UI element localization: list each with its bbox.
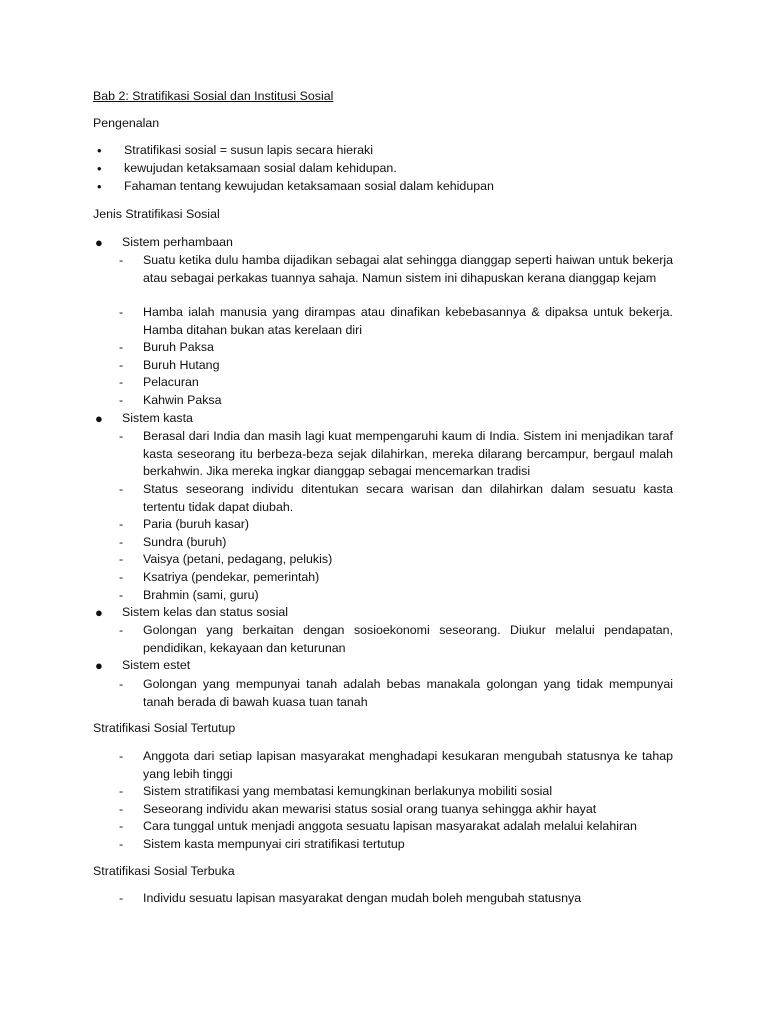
document-title: Bab 2: Stratifikasi Sosial dan Institusi Sosial bbox=[93, 89, 334, 103]
list-item-text: Paria (buruh kasar) bbox=[143, 517, 250, 531]
dash-marker: - bbox=[119, 749, 124, 763]
list-item-text: Buruh Hutang bbox=[143, 358, 220, 372]
dash-marker: - bbox=[119, 784, 124, 798]
dash-marker: - bbox=[119, 891, 124, 905]
list-item-text: Kahwin Paksa bbox=[143, 393, 222, 407]
dash-marker: - bbox=[119, 677, 124, 691]
dash-marker: - bbox=[119, 305, 124, 319]
intro-item-text: Stratifikasi sosial = susun lapis secara hieraki bbox=[124, 143, 373, 157]
dash-marker: - bbox=[119, 588, 124, 602]
bullet-marker: • bbox=[97, 161, 102, 176]
jenis-group-label: Sistem kasta bbox=[122, 411, 193, 425]
list-item-text: Seseorang individu akan mewarisi status sosial orang tuanya sehingga akhir hayat bbox=[143, 802, 597, 816]
list-item-text: Sistem stratifikasi yang membatasi kemungkinan berlakunya mobiliti sosial bbox=[143, 784, 553, 798]
list-item-text: Sundra (buruh) bbox=[143, 535, 227, 549]
list-item-text: Golongan yang mempunyai tanah adalah bebas manakala golongan yang tidak mempunyai tanah berada di bawah kuasa tuan tanah bbox=[143, 677, 673, 709]
bullet-marker: • bbox=[97, 143, 102, 158]
list-item-text: Golongan yang berkaitan dengan sosioekonomi seseorang. Diukur melalui pendapatan, pendidikan, kekayaan dan keturunan bbox=[143, 623, 673, 655]
intro-item-text: Fahaman tentang kewujudan ketaksamaan sosial dalam kehidupan bbox=[124, 179, 494, 193]
dash-marker: - bbox=[119, 393, 124, 407]
dash-marker: - bbox=[119, 340, 124, 354]
list-item-text: Berasal dari India dan masih lagi kuat mempengaruhi kaum di India. Sistem ini menjadikan taraf kasta seseorang itu berbeza-beza sejak dilahirkan, mereka dilarang bercampur, bergaul malah berkahwin. Jika mereka ingkar dianggap sebagai mencemarkan tradisi bbox=[143, 429, 673, 478]
dash-marker: - bbox=[119, 358, 124, 372]
dash-marker: - bbox=[119, 623, 124, 637]
dash-marker: - bbox=[119, 552, 124, 566]
intro-heading: Pengenalan bbox=[93, 116, 160, 130]
dash-marker: - bbox=[119, 837, 124, 851]
dash-marker: - bbox=[119, 375, 124, 389]
bullet-marker: ● bbox=[95, 658, 103, 673]
intro-item-text: kewujudan ketaksamaan sosial dalam kehidupan. bbox=[124, 161, 397, 175]
tertutup-heading: Stratifikasi Sosial Tertutup bbox=[93, 721, 236, 735]
list-item-text: Pelacuran bbox=[143, 375, 199, 389]
dash-marker: - bbox=[119, 253, 124, 267]
list-item-text: Sistem kasta mempunyai ciri stratifikasi tertutup bbox=[143, 837, 405, 851]
jenis-group-label: Sistem estet bbox=[122, 658, 191, 672]
list-item-text: Status seseorang individu ditentukan secara warisan dan dilahirkan dalam sesuatu kasta tertentu tidak dapat diubah. bbox=[143, 482, 673, 514]
list-item-text: Buruh Paksa bbox=[143, 340, 214, 354]
dash-marker: - bbox=[119, 570, 124, 584]
bullet-marker: ● bbox=[95, 605, 103, 620]
jenis-group-label: Sistem kelas dan status sosial bbox=[122, 605, 288, 619]
list-item-text: Brahmin (sami, guru) bbox=[143, 588, 259, 602]
list-item-text: Cara tunggal untuk menjadi anggota sesuatu lapisan masyarakat adalah melalui kelahiran bbox=[143, 819, 637, 833]
dash-marker: - bbox=[119, 482, 124, 496]
dash-marker: - bbox=[119, 802, 124, 816]
bullet-marker: • bbox=[97, 179, 102, 194]
list-item-text: Ksatriya (pendekar, pemerintah) bbox=[143, 570, 320, 584]
list-item-text: Suatu ketika dulu hamba dijadikan sebagai alat sehingga dianggap seperti haiwan untuk bekerja atau sebagai perkakas tuannya sahaja. Namun sistem ini dihapuskan kerana dianggap kejam bbox=[143, 253, 673, 285]
bullet-marker: ● bbox=[95, 411, 103, 426]
terbuka-heading: Stratifikasi Sosial Terbuka bbox=[93, 864, 235, 878]
list-item-text: Vaisya (petani, pedagang, pelukis) bbox=[143, 552, 333, 566]
list-item-text: Anggota dari setiap lapisan masyarakat menghadapi kesukaran mengubah statusnya ke tahap yang lebih tinggi bbox=[143, 749, 673, 781]
list-item-text: Hamba ialah manusia yang dirampas atau dinafikan kebebasannya & dipaksa untuk bekerja. Hamba ditahan bukan atas kerelaan diri bbox=[143, 305, 673, 337]
list-item-text: Individu sesuatu lapisan masyarakat dengan mudah boleh mengubah statusnya bbox=[143, 891, 582, 905]
dash-marker: - bbox=[119, 535, 124, 549]
dash-marker: - bbox=[119, 429, 124, 443]
jenis-heading: Jenis Stratifikasi Sosial bbox=[93, 207, 220, 221]
jenis-group-label: Sistem perhambaan bbox=[122, 235, 233, 249]
dash-marker: - bbox=[119, 819, 124, 833]
dash-marker: - bbox=[119, 517, 124, 531]
bullet-marker: ● bbox=[95, 235, 103, 250]
